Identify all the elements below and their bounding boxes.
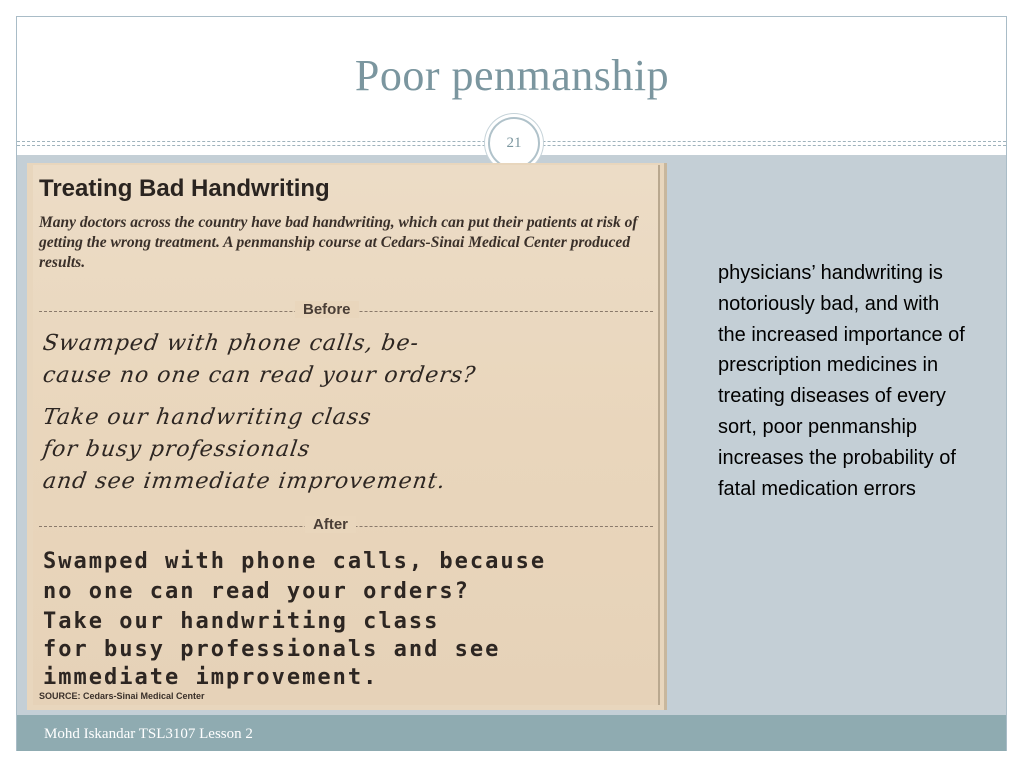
after-label: After: [305, 516, 356, 533]
slide-title: Poor penmanship: [354, 51, 670, 100]
before-label: Before: [295, 301, 359, 318]
before-handwriting-line: Take our handwriting class: [41, 405, 374, 430]
footer-text: Mohd Iskandar TSL3107 Lesson 2: [44, 726, 253, 742]
after-handwriting-line: Swamped with phone calls, because: [43, 549, 547, 574]
clipping-description: Many doctors across the country have bad handwriting, which can put their patients at risk of getting the wrong treatment. A penmanship course at Cedars-Sinai Medical Center produced results.: [39, 214, 638, 271]
page-number-badge: [488, 117, 540, 169]
before-handwriting-line: for busy professionals: [41, 437, 313, 462]
clipping-heading: Treating Bad Handwriting: [39, 175, 330, 202]
after-handwriting-line: immediate improvement.: [43, 665, 379, 690]
newspaper-clipping-image: [27, 163, 667, 710]
clipping-source: SOURCE: Cedars-Sinai Medical Center: [39, 691, 205, 701]
before-handwriting-line: and see immediate improvement.: [41, 469, 448, 494]
clipping-paper: [33, 165, 660, 705]
page-number: 21: [506, 135, 522, 151]
before-handwriting-line: cause no one can read your orders?: [41, 363, 478, 388]
after-handwriting-line: no one can read your orders?: [43, 579, 470, 604]
body-paragraph: physicians’ handwriting is notoriously bad, and with the increased importance of prescription medicines in treating diseases of every sort, poor penmanship increases the probability of fatal medication errors: [718, 262, 965, 500]
after-handwriting-line: for busy professionals and see: [43, 637, 501, 662]
before-handwriting-line: Swamped with phone calls, be-: [41, 331, 421, 356]
after-handwriting-line: Take our handwriting class: [43, 609, 440, 634]
